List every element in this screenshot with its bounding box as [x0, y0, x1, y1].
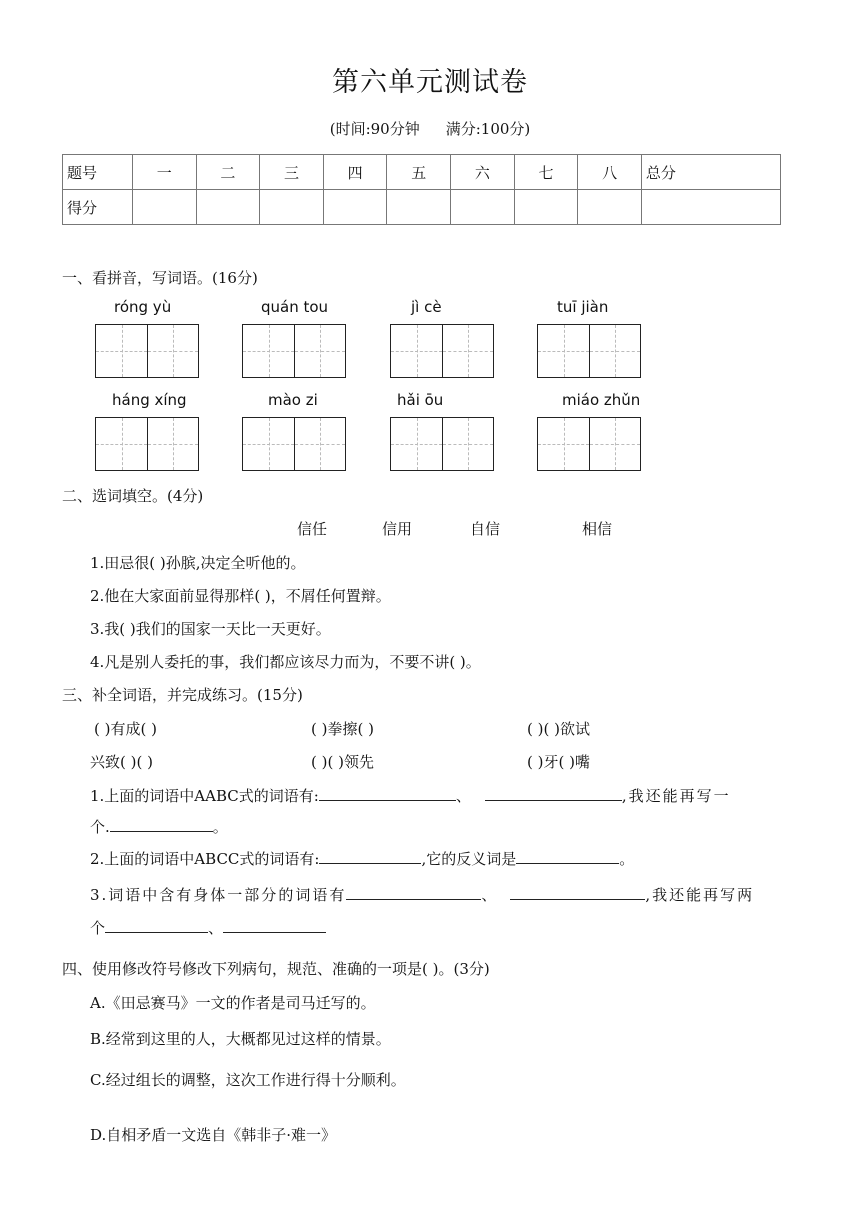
score-cell: 三 [260, 155, 324, 190]
score-table-header-row [63, 155, 781, 190]
score-cell: 五 [387, 155, 451, 190]
pinyin-label: mào zi [268, 391, 318, 409]
score-cell: 总分 [641, 155, 780, 190]
answer-blank[interactable] [105, 916, 208, 933]
pinyin-label: háng xíng [112, 391, 187, 409]
idiom-blank: 兴致( )( ) [90, 753, 153, 771]
writing-grid[interactable] [242, 324, 346, 378]
section-2-heading: 二、选词填空。(4分) [62, 487, 204, 505]
writing-grid[interactable] [537, 417, 641, 471]
question-text: 1.上面的词语中AABC式的词语有: 、 ,我还能再写一 [90, 784, 731, 806]
score-input-cell[interactable] [196, 190, 260, 225]
idiom-blank: ( )牙( )嘴 [527, 753, 590, 771]
answer-blank[interactable] [485, 784, 622, 801]
answer-blank[interactable] [510, 883, 645, 900]
section-3-heading: 三、补全词语，并完成练习。(15分) [62, 686, 303, 704]
score-cell: 题号 [63, 155, 133, 190]
writing-grid[interactable] [390, 324, 494, 378]
score-input-cell[interactable] [578, 190, 642, 225]
section-1-heading: 一、看拼音，写词语。(16分) [62, 269, 258, 287]
writing-grid[interactable] [95, 417, 199, 471]
pinyin-label: miáo zhǔn [562, 391, 641, 409]
pinyin-label: hǎi ōu [397, 391, 444, 409]
score-table [62, 154, 781, 225]
section-4-heading: 四、使用修改符号修改下列病句，规范、准确的一项是( )。(3分) [62, 960, 490, 978]
score-cell: 六 [451, 155, 515, 190]
choice-option-b: B.经常到这里的人，大概都见过这样的情景。 [90, 1030, 391, 1048]
pinyin-label: tuī jiàn [557, 298, 609, 316]
choice-option-a: A.《田忌赛马》一文的作者是司马迁写的。 [90, 994, 376, 1012]
pinyin-label: jì cè [411, 298, 442, 316]
score-table-score-row [63, 190, 781, 225]
idiom-blank: ( )( )领先 [311, 753, 374, 771]
question-text: 个 、 [90, 916, 326, 938]
exam-info [0, 118, 860, 139]
score-input-cell[interactable] [451, 190, 515, 225]
idiom-blank: ( )有成( ) [94, 720, 157, 738]
answer-blank[interactable] [516, 847, 619, 864]
choice-option-c: C.经过组长的调整，这次工作进行得十分顺利。 [90, 1071, 406, 1089]
page-title: 第六单元测试卷 [332, 67, 528, 98]
word-option: 相信 [582, 520, 613, 538]
idiom-blank: ( )拳擦( ) [311, 720, 374, 738]
writing-grid[interactable] [242, 417, 346, 471]
question-text: 2.上面的词语中ABCC式的词语有: ,它的反义词是 。 [90, 847, 634, 869]
pinyin-label: quán tou [261, 298, 329, 316]
answer-blank[interactable] [223, 916, 326, 933]
score-cell: 七 [514, 155, 578, 190]
answer-blank[interactable] [110, 815, 213, 832]
choice-option-d: D.自相矛盾一文选自《韩非子·难一》 [90, 1126, 337, 1144]
answer-blank[interactable] [319, 847, 421, 864]
score-input-cell[interactable] [323, 190, 387, 225]
score-cell: 一 [133, 155, 197, 190]
pinyin-label: róng yù [114, 298, 172, 316]
question-text: 3.我( )我们的国家一天比一天更好。 [90, 620, 331, 638]
question-text: 4.凡是别人委托的事，我们都应该尽力而为，不要不讲( )。 [90, 653, 481, 671]
score-input-cell[interactable] [387, 190, 451, 225]
score-cell: 二 [196, 155, 260, 190]
score-input-cell[interactable] [133, 190, 197, 225]
full-score: 满分:100分) [445, 120, 531, 138]
writing-grid[interactable] [537, 324, 641, 378]
word-option: 信任 [297, 520, 328, 538]
time-limit: (时间:90分钟 [329, 120, 420, 138]
question-text: 3.词语中含有身体一部分的词语有 、 ,我还能再写两 [90, 883, 754, 905]
score-cell: 八 [578, 155, 642, 190]
score-input-cell[interactable] [260, 190, 324, 225]
writing-grid[interactable] [390, 417, 494, 471]
writing-grid[interactable] [95, 324, 199, 378]
question-text: 1.田忌很( )孙膑,决定全听他的。 [90, 554, 306, 572]
question-text: 2.他在大家面前显得那样( )，不屑任何置辩。 [90, 587, 391, 605]
score-cell: 四 [323, 155, 387, 190]
score-input-cell[interactable] [514, 190, 578, 225]
question-text: 个. 。 [90, 815, 228, 837]
word-option: 信用 [382, 520, 413, 538]
score-input-cell[interactable] [641, 190, 780, 225]
word-option: 自信 [470, 520, 501, 538]
idiom-blank: ( )( )欲试 [527, 720, 590, 738]
answer-blank[interactable] [346, 883, 481, 900]
answer-blank[interactable] [319, 784, 456, 801]
score-cell: 得分 [63, 190, 133, 225]
